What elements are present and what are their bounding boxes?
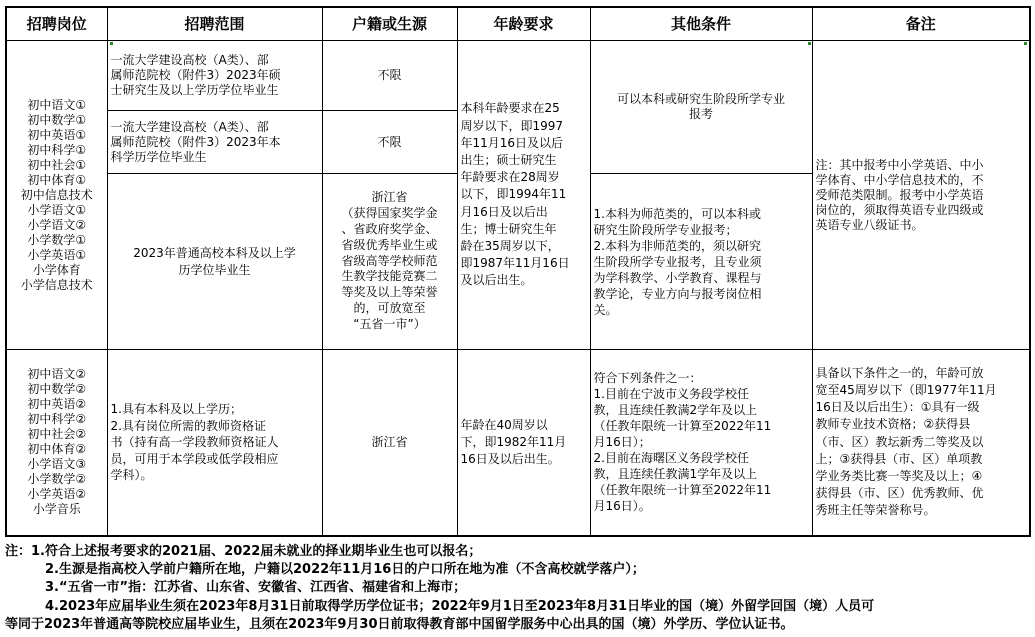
- table-row: [6, 41, 1030, 111]
- text-line: （任教年限统一计算至2022年11: [593, 483, 772, 498]
- group1-household-2: 不限: [322, 111, 457, 174]
- text-line: “五省一市”）: [353, 316, 426, 331]
- text-line: 生教学技能竞赛二: [341, 269, 438, 284]
- text-line: 等奖及以上等荣誉: [341, 285, 438, 300]
- text-line: 初中数学②: [27, 382, 87, 397]
- text-line: 初中社会②: [27, 427, 87, 442]
- text-line: 月16日）；: [593, 435, 651, 450]
- text-line: 初中科学②: [27, 412, 87, 427]
- note-line: 2.生源是指高校入学前户籍所在地，户籍以2022年11月16日的户口所在地为准（不含高校就学落户）；: [45, 562, 645, 578]
- text-line: 小学数学②: [27, 472, 87, 487]
- text-line: 可以本科或研究生阶段所学专业: [616, 92, 785, 106]
- text-line: 以下，即1994年11: [460, 187, 567, 202]
- text-line: 、省政府奖学金、: [341, 222, 438, 236]
- text-line: 初中体育②: [27, 442, 87, 457]
- text-line: 符合下列条件之一：: [593, 371, 702, 386]
- text-line: 初中科学①: [27, 142, 87, 157]
- text-line: （任教年限统一计算至2022年11: [593, 419, 772, 434]
- text-line: 初中体育①: [27, 172, 87, 187]
- header-position: 招聘岗位: [6, 7, 107, 41]
- table-row: [6, 350, 1030, 536]
- header-scope: 招聘范围: [107, 7, 322, 41]
- text-line: 月16日）。: [593, 499, 651, 514]
- text-line: 年龄在40周岁以: [460, 417, 548, 432]
- text-line: （获得国家奖学金: [341, 206, 438, 221]
- group1-household-3: [322, 174, 457, 350]
- text-line: 2023年普通高校本科及以上学: [133, 245, 296, 260]
- text-line: 月16日及以后出: [460, 204, 548, 219]
- text-line: 员，可用于本学段或低学段相应: [110, 451, 279, 466]
- header-row: [6, 7, 1030, 41]
- text-line: 教，且连续任教满1学年及以上: [593, 467, 758, 482]
- text-line: 历学位毕业生: [178, 262, 251, 277]
- text-line: 一流大学建设高校（A类）、部: [110, 53, 269, 67]
- text-line: 研究生阶段所学专业报考；: [593, 222, 738, 237]
- group2-age: [457, 350, 590, 536]
- text-line: 注：其中报考中小学英语、中小: [815, 157, 984, 172]
- text-line: 16日及以后出生。: [460, 451, 560, 466]
- text-line: 出生；硕士研究生: [460, 152, 557, 167]
- group1-household-1: 不限: [322, 41, 457, 111]
- text-line: 2.目前在海曙区义务段学校任: [593, 451, 749, 466]
- text-line: 周岁以下，即1997: [460, 118, 564, 133]
- note-line: 4.2023年应届毕业生须在2023年8月31日前取得学历学位证书；2022年9月1日至2023年8月31日毕业的国（境）外留学回国（境）人员可: [45, 598, 875, 614]
- text-line: 报考: [688, 107, 713, 121]
- text-line: 的，可放宽至: [353, 300, 426, 315]
- text-line: 初中英语①: [27, 127, 87, 142]
- text-line: 年11月16日及以后: [460, 135, 564, 150]
- text-line: 小学信息技术: [20, 277, 93, 292]
- group2-scope: [107, 350, 322, 536]
- group1-scope-1: [107, 41, 322, 111]
- text-line: 受师范类限制。报考中小学英语: [815, 187, 984, 202]
- text-line: 下，即1982年11月: [460, 434, 567, 449]
- text-line: 小学语文①: [27, 202, 87, 217]
- text-line: 初中社会①: [27, 157, 87, 172]
- text-line: 浙江省: [371, 190, 408, 205]
- text-line: 及以后出生。: [460, 273, 533, 288]
- text-line: 小学体育: [32, 262, 81, 277]
- text-line: 属师范院校（附件3）2023年硕: [110, 68, 281, 82]
- text-line: 士研究生及以上学历学位毕业生: [110, 83, 279, 97]
- text-line: 年龄要求在28周岁: [460, 170, 560, 185]
- text-line: 教，且连续任教满2学年及以上: [593, 403, 758, 418]
- text-line: 1.具有本科及以上学历；: [110, 402, 242, 416]
- text-line: 英语专业八级证书。: [815, 217, 924, 232]
- text-line: 2.具有岗位所需的教师资格证: [110, 418, 266, 433]
- group1-scope-3: [107, 174, 322, 350]
- text-line: 属师范院校（附件3）2023年本: [110, 134, 281, 149]
- cell-marker: [808, 42, 811, 45]
- text-line: 生阶段所学专业报考，且专业须: [593, 254, 762, 269]
- text-line: 获得县（市、区）优秀教师、优: [815, 486, 984, 501]
- group1-age: [457, 41, 590, 350]
- text-line: 书（持有高一学段教师资格证人: [110, 435, 279, 449]
- text-line: 2.本科为非师范类的，须以研究: [593, 238, 761, 253]
- group2-other: [590, 350, 812, 536]
- header-age: 年龄要求: [457, 7, 590, 41]
- text-line: 教师专业技术资格；②获得县: [815, 417, 971, 432]
- text-line: 小学英语②: [27, 487, 87, 502]
- text-line: 秀班主任等荣誉称号。: [815, 503, 936, 518]
- text-line: 即1987年11月16日: [460, 256, 570, 271]
- text-line: 学业务类比赛一等奖及以上；④: [815, 469, 983, 484]
- group2-household: 浙江省: [322, 350, 457, 536]
- text-line: 学科）。: [110, 468, 153, 482]
- text-line: 具备以下条件之一的，年龄可放: [815, 365, 984, 380]
- cell-marker: [1024, 42, 1027, 45]
- text-line: 为学科教学、小学教育、课程与: [593, 270, 762, 285]
- group1-positions: [6, 41, 107, 350]
- text-line: 小学语文②: [27, 217, 87, 232]
- text-line: 省级优秀毕业生或: [341, 237, 438, 252]
- text-line: （市、区）教坛新秀二等奖及以: [815, 434, 984, 449]
- text-line: 省级高等学校师范: [341, 253, 438, 268]
- text-line: 教学论，专业方向与报考岗位相: [593, 286, 762, 301]
- text-line: 小学音乐: [32, 502, 81, 517]
- text-line: 本科年龄要求在25: [460, 101, 560, 116]
- text-line: 上；③获得县（市、区）单项教: [815, 451, 983, 466]
- note-line: 3.“五省一市”指：江苏省、山东省、安徽省、江西省、福建省和上海市；: [45, 580, 467, 596]
- header-remark: 备注: [812, 7, 1030, 41]
- text-line: 初中信息技术: [20, 187, 93, 202]
- text-line: 关。: [593, 302, 618, 317]
- text-line: 1.本科为师范类的，可以本科或: [593, 206, 761, 221]
- group2-positions: [6, 350, 107, 536]
- text-line: 1.目前在宁波市义务段学校任: [593, 387, 749, 402]
- text-line: 小学英语①: [27, 247, 87, 262]
- text-line: 一流大学建设高校（A类）、部: [110, 119, 269, 134]
- note-line: 注：1.符合上述报考要求的2021届、2022届未就业的择业期毕业生也可以报名；: [5, 544, 482, 559]
- text-line: 科学历学位毕业生: [110, 149, 207, 164]
- text-line: 16日及以后出生）：①具有一级: [815, 400, 980, 415]
- group1-other-b: [590, 174, 812, 350]
- text-line: 初中语文②: [27, 367, 87, 382]
- group1-scope-2: [107, 111, 322, 174]
- text-line: 初中语文①: [27, 97, 87, 112]
- recruitment-table: [5, 6, 1031, 537]
- text-line: 宽至45周岁以下（即1977年11月: [815, 383, 997, 398]
- header-other: 其他条件: [590, 7, 812, 41]
- group1-remark: [812, 41, 1030, 350]
- group2-remark: [812, 350, 1030, 536]
- text-line: 龄在35周岁以下，: [460, 239, 560, 253]
- text-line: 学体育、中小学信息技术的，不: [815, 172, 984, 187]
- text-line: 初中数学①: [27, 112, 87, 127]
- text-line: 小学数学①: [27, 232, 87, 247]
- cell-marker: [110, 42, 113, 45]
- note-line: 等同于2023年普通高等院校应届毕业生，且须在2023年9月30日前取得教育部中国留学服务中心出具的国（境）外学历、学位认证书。: [5, 616, 794, 632]
- notes: [5, 543, 1033, 634]
- text-line: 岗位的，须取得英语专业四级或: [815, 202, 984, 217]
- text-line: 生；博士研究生年: [460, 221, 557, 236]
- text-line: 小学语文③: [27, 457, 87, 472]
- header-household: 户籍或生源: [322, 7, 457, 41]
- group1-other-a: [590, 41, 812, 174]
- text-line: 初中英语②: [27, 397, 87, 412]
